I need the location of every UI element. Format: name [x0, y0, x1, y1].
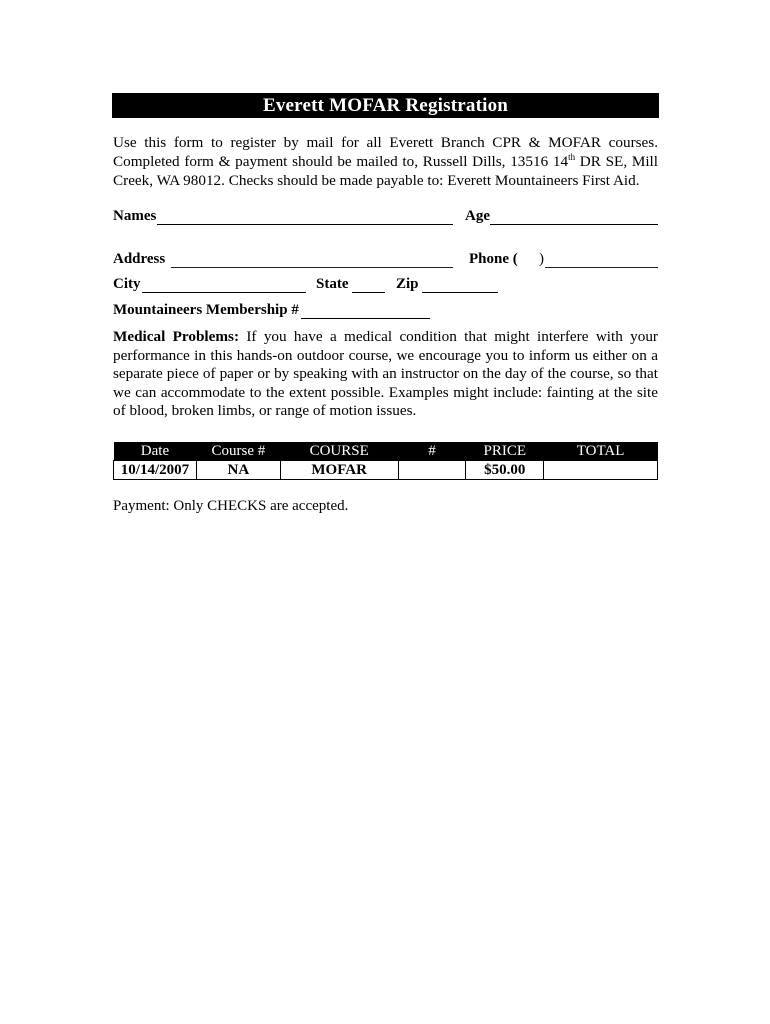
form-title: Everett MOFAR Registration: [112, 93, 659, 118]
names-field[interactable]: [157, 224, 453, 225]
phone-field[interactable]: [545, 267, 658, 268]
cell-quantity[interactable]: [398, 461, 466, 480]
phone-label: Phone (: [469, 251, 518, 267]
zip-field[interactable]: [422, 292, 498, 293]
phone-close-paren: ): [539, 251, 544, 267]
address-field[interactable]: [171, 267, 453, 268]
header-price: PRICE: [466, 442, 544, 461]
header-quantity: #: [398, 442, 466, 461]
header-date: Date: [114, 442, 197, 461]
medical-problems-paragraph: [113, 328, 658, 421]
table-header-row: [114, 442, 658, 461]
intro-text-part2: DR SE, Mill Creek, WA 98012. Checks should be made payable to: Everett Mountaineers First Aid.: [113, 152, 658, 189]
state-label: State: [316, 276, 349, 292]
address-phone-row: [113, 251, 658, 271]
names-age-row: [113, 208, 658, 228]
header-total: TOTAL: [544, 442, 658, 461]
city-state-zip-row: [113, 276, 658, 296]
age-field[interactable]: [490, 224, 658, 225]
age-label: Age: [465, 208, 490, 224]
city-field[interactable]: [142, 292, 306, 293]
cell-course-number: NA: [196, 461, 280, 480]
registration-table: [113, 442, 658, 480]
names-label: Names: [113, 208, 157, 224]
state-field[interactable]: [352, 292, 385, 293]
membership-row: [113, 302, 658, 322]
intro-text-part1: Use this form to register by mail for all Everett Branch CPR & MOFAR courses. Completed form & payment should be mailed to, Russell Dills, 13516 14: [113, 134, 658, 170]
payment-note: Payment: Only CHECKS are accepted.: [113, 498, 349, 514]
cell-date: 10/14/2007: [114, 461, 197, 480]
table-row: [114, 461, 658, 480]
cell-total[interactable]: [544, 461, 658, 480]
cell-course: MOFAR: [280, 461, 398, 480]
cell-price: $50.00: [466, 461, 544, 480]
medical-problems-text: If you have a medical condition that might interfere with your performance in this hands-on outdoor course, we encourage you to inform us either on a separate piece of paper or by speaking with an instructor on the day of the course, so that we can accommodate to the extent possible. Examples might include: fainting at the site of blood, broken limbs, or range of motion issues.: [113, 328, 658, 420]
medical-problems-label: Medical Problems:: [113, 328, 240, 345]
header-course-number: Course #: [196, 442, 280, 461]
zip-label: Zip: [396, 276, 419, 292]
city-label: City: [113, 276, 141, 292]
address-label: Address: [113, 251, 166, 267]
membership-label: Mountaineers Membership #: [113, 302, 299, 318]
intro-paragraph: [113, 134, 658, 190]
header-course: COURSE: [280, 442, 398, 461]
membership-field[interactable]: [301, 318, 430, 319]
intro-superscript: th: [568, 151, 576, 162]
